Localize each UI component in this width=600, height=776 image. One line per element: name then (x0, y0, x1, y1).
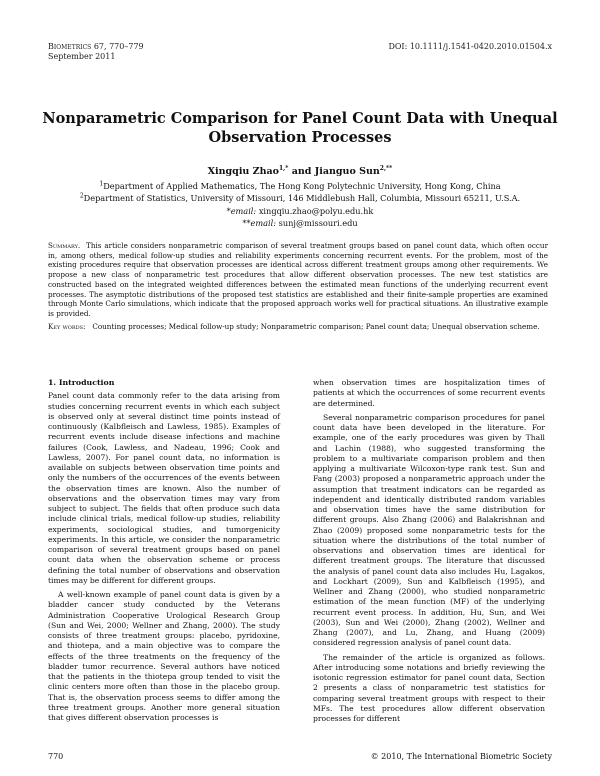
email-1-address[interactable]: xingqiu.zhao@polyu.edu.hk (258, 206, 374, 216)
author-1-affiliation: 1,* (279, 164, 289, 172)
body-column-left (48, 378, 280, 723)
affiliation-1-text: Department of Applied Mathematics, The Hong Kong Polytechnic University, Hong Kong, China (103, 181, 501, 191)
keywords (48, 322, 548, 332)
paragraph: Panel count data commonly refer to the data arising from studies concerning recurrent events in which each subject is observed only at several distinct time points instead of continuously (Kalbfleisch and Lawless, 1985). Examples of recurrent events include disease infections and machine failures (Cook, Lawless, and Nadeau, 1996; Cook and Lawless, 2007). For panel count data, no information is available on subjects between observation time points and only the numbers of the occurrences of the events between the observation times are known. Also the number of observations and the observation times may vary from subject to subject. The fields that often produce such data include clinical trials, medical follow-up studies, reliability experiments, sociological studies, and tumorgenicity experiments. In this article, we consider the nonparametric comparison of several treatment groups based on panel count data when the observation scheme or process defining the total number of observations and observation times may be different for different groups. (48, 391, 280, 585)
page-number: 770 (48, 752, 64, 761)
section-heading: 1. Introduction (48, 378, 115, 387)
paragraph: The remainder of the article is organized as follows. After introducing some notations and briefly reviewing the isotonic regression estimator for panel count data, Section 2 presents a class of nonparametric test statistics for comparing several treatment groups with respect to their MFs. The test procedures allow different observation processes for different (313, 652, 545, 723)
email-2-address[interactable]: sunj@missouri.edu (278, 218, 358, 228)
paper-title: Nonparametric Comparison for Panel Count Data with Unequal Observation Processes (42, 110, 558, 146)
email-1 (40, 206, 560, 217)
journal-citation: Biometrics 67, 770–779 (48, 42, 144, 51)
affiliation-1 (40, 181, 560, 192)
body-column-right (313, 378, 545, 724)
affiliation-2-marker: 2 (79, 192, 84, 200)
affiliation-2 (40, 193, 560, 204)
author-2: Jianguo Sun (314, 166, 380, 177)
affiliation-2-text: Department of Statistics, University of Missouri, 146 Middlebush Hall, Columbia, Missouri 65211, U.S.A. (83, 193, 521, 203)
abstract (48, 241, 548, 319)
doi: DOI: 10.1111/j.1541-0420.2010.01504.x (388, 42, 552, 51)
author-list (40, 166, 560, 177)
paragraph: A well-known example of panel count data is given by a bladder cancer study conducted by the Veterans Administration Cooperative Urological Research Group (Sun and Wei, 2000; Wellner and Zhang, 2000). The study consists of three treatment groups: placebo, pyridoxine, and thiotepa, and a main objective was to compare the effects of the three treatments on the frequency of the bladder tumor recurrence. Several authors have noticed that the patients in the thiotepa group tended to visit the clinic centers more often than those in the placebo group. That is, the observation process seems to differ among the three treatment groups. Another more general situation that gives different observation processes is (48, 590, 280, 722)
paragraph: when observation times are hospitalization times of patients at which the occurrences of some recurrent events are determined. (313, 378, 545, 408)
abstract-text: This article considers nonparametric comparison of several treatment groups based on panel count data, which often occur in, among others, medical follow-up studies and reliability experiments concerning recurrent events. For the problem, most of the existing procedures require that observation processes are identical across different treatment groups among other requirements. We propose a new class of nonparametric test procedures that allow different observation processes. The new test statistics are constructed based on the integrated weighted differences between the estimated mean functions of the underlying recurrent event processes. The asymptotic distributions of the proposed test statistics are established and their finite-sample properties are examined through Monte Carlo simulations, which indicate that the proposed approach works well for practical situations. An illustrative example is provided. (48, 241, 549, 318)
email-2 (40, 218, 560, 229)
affiliation-1-marker: 1 (99, 180, 104, 188)
author-conjunction: and (288, 166, 315, 177)
issue-date: September 2011 (48, 52, 116, 61)
author-2-affiliation: 2,** (379, 164, 393, 172)
copyright-notice: © 2010, The International Biometric Society (370, 752, 552, 761)
author-1: Xingqiu Zhao (207, 166, 279, 177)
keywords-text: Counting processes; Medical follow-up study; Nonparametric comparison; Panel count data; Unequal observation scheme. (92, 322, 540, 331)
abstract-label: Summary. (48, 241, 81, 250)
email-1-label: *email: (226, 206, 257, 216)
email-2-label: **email: (242, 218, 277, 228)
keywords-label: Key words: (48, 322, 86, 331)
paragraph: Several nonparametric comparison procedures for panel count data have been developed in the literature. For example, one of the early procedures was given by Thall and Lachin (1988), who suggested transforming the problem to a multivariate comparison problem and then applying a multivariate Wilcoxon-type rank test. Sun and Fang (2003) proposed a nonparametric approach under the assumption that treatment indicators can be regarded as independent and identically distributed random variables and observation times have the same distribution for different groups. Also Zhang (2006) and Balakrishnan and Zhao (2009) proposed some nonparametric tests for the situation where the distributions of the total number of observations and observation times are identical for different treatment groups. The literature that discussed the analysis of panel count data also includes Hu, Lagakos, and Lockhart (2009), Sun and Kalbfleisch (1995), and Wellner and Zhang (2000), who studied nonparametric estimation of the mean function (MF) of the underlying recurrent event process. In addition, Hu, Sun, and Wei (2003), Sun and Wei (2000), Zhang (2002), Wellner and Zhang (2007), and Lu, Zhang, and Huang (2009) considered regression analysis of panel count data. (313, 412, 545, 648)
